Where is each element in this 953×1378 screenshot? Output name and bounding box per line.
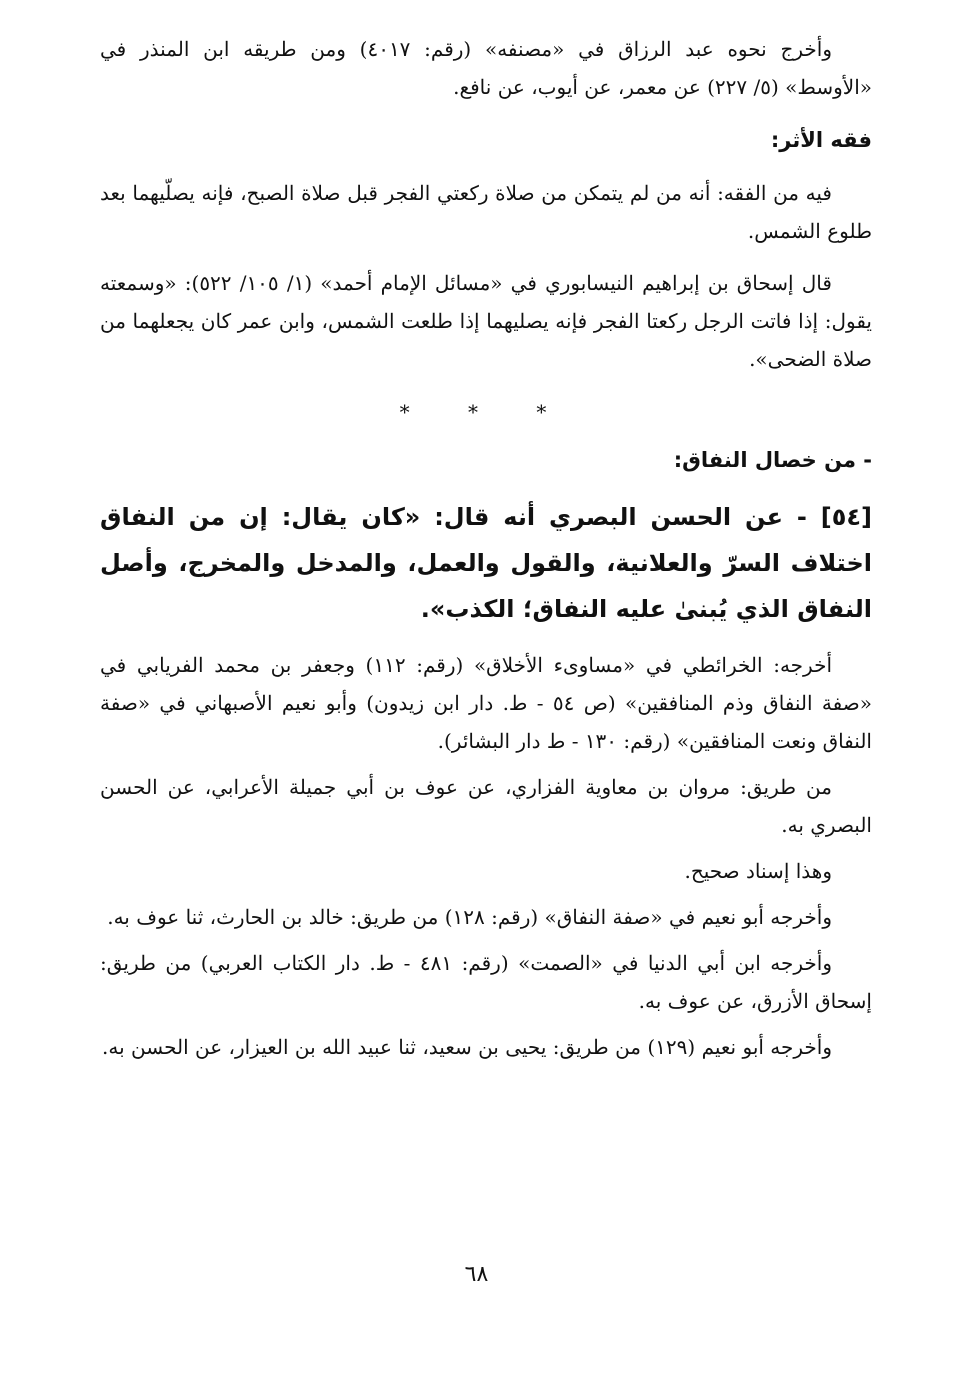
fiqh-heading: فقه الأثر:	[770, 128, 872, 152]
section-separator: * * *	[399, 400, 573, 424]
fiqh-paragraph: فيه من الفقه: أنه من لم يتمكن من صلاة ركعتي الفجر قبل صلاة الصبح، فإنه يصلّيهما بعد طلوع الشمس.	[100, 181, 872, 243]
takhrij-paragraph: وأخرجه أبو نعيم في «صفة النفاق» (رقم: ١٢٨) من طريق: خالد بن الحارث، ثنا عوف به.	[107, 905, 832, 929]
page-number: ٦٨	[464, 1262, 489, 1287]
page-body	[100, 30, 872, 1074]
takhrij-paragraph: من طريق: مروان بن معاوية الفزاري، عن عوف بن أبي جميلة الأعرابي، عن الحسن البصري به.	[100, 775, 872, 837]
takhrij-paragraph: وأخرج نحوه عبد الرزاق في «مصنفه» (رقم: ٤٠١٧) ومن طريقه ابن المنذر في «الأوسط» (٥/ ٢٢٧) عن معمر، عن أيوب، عن نافع.	[100, 37, 872, 99]
takhrij-paragraph: وأخرجه أبو نعيم (١٢٩) من طريق: يحيى بن سعيد، ثنا عبيد الله بن العيزار، عن الحسن به.	[102, 1035, 832, 1059]
section-heading: - من خصال النفاق:	[673, 448, 872, 472]
takhrij-paragraph: وأخرجه ابن أبي الدنيا في «الصمت» (رقم: ٤٨١ - ط. دار الكتاب العربي) من طريق: إسحاق الأزرق، عن عوف به.	[100, 951, 872, 1013]
takhrij-paragraph: أخرجه: الخرائطي في «مساوىء الأخلاق» (رقم: ١١٢) وجعفر بن محمد الفريابي في «صفة النفاق وذم المنافقين» (ص ٥٤ - ط. دار ابن زيدون) وأبو نعيم الأصبهاني في «صفة النفاق ونعت المنافقين» (رقم: ١٣٠ - ط دار البشائر).	[100, 653, 872, 753]
takhrij-paragraph: وهذا إسناد صحيح.	[684, 859, 832, 883]
fiqh-paragraph: قال إسحاق بن إبراهيم النيسابوري في «مسائل الإمام أحمد» (١/ ١٠٥/ ٥٢٢): «وسمعته يقول: إذا فاتت الرجل ركعتا الفجر فإنه يصليهما إذا طلعت الشمس، وابن عمر كان يجعلهما من صلاة الضحى».	[100, 271, 872, 371]
athar-text: [٥٤] - عن الحسن البصري أنه قال: «كان يقال: إن من النفاق اختلاف السرّ والعلانية، والقول والعمل، والمدخل والمخرج، وأصل النفاق الذي يُبنىٰ عليه النفاق؛ الكذب».	[100, 503, 872, 623]
